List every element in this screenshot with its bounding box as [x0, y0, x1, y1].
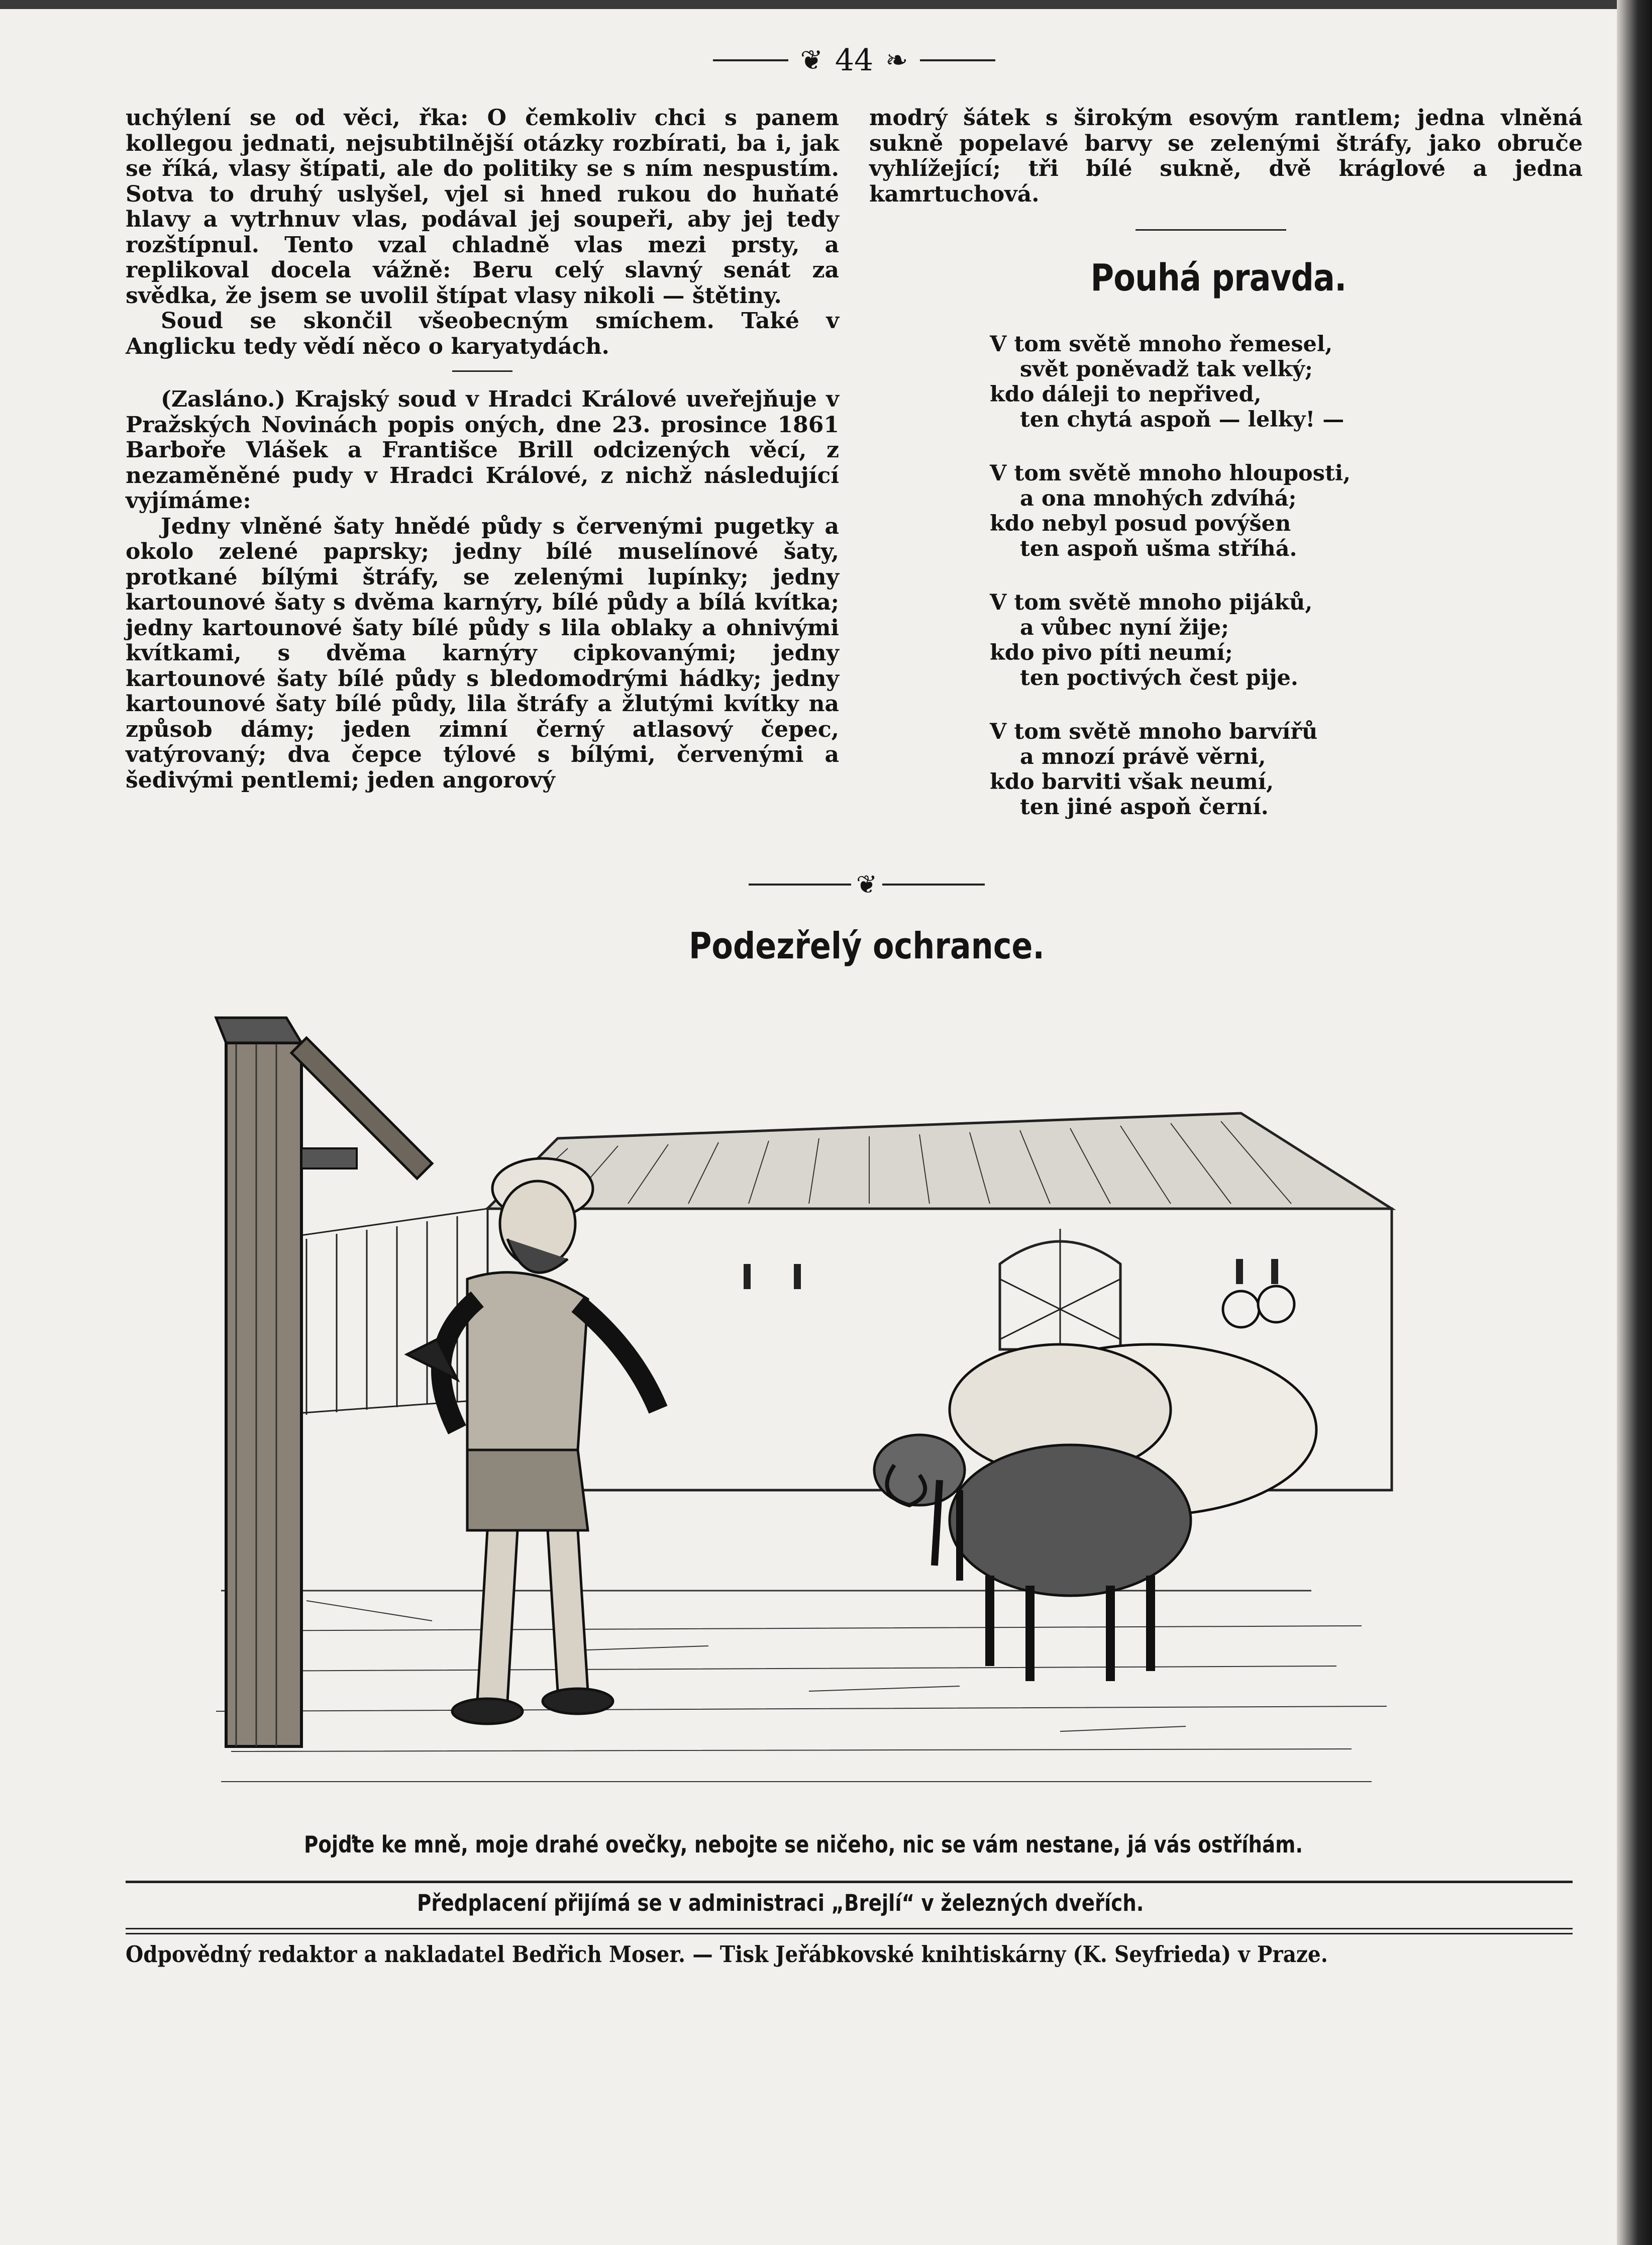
- poem-stanza: [990, 332, 1442, 432]
- page-header: [638, 40, 1070, 80]
- sheep-ear-right: [1258, 1286, 1294, 1322]
- poem-line: V tom světě mnoho řemesel,: [990, 332, 1333, 357]
- poem-line: a mnozí právě věrni,: [1020, 744, 1266, 769]
- poem-line: V tom světě mnoho barvířů: [990, 719, 1318, 744]
- caption-text: Pojďte ke mně, moje drahé ovečky, nebojte se ničeho, nic se vám nestane,: [304, 1831, 1121, 1858]
- header-rule-right: [920, 59, 995, 61]
- sheep-ear-left: [1223, 1291, 1259, 1327]
- right-column: [869, 106, 1583, 207]
- poem-line: ten poctivých čest pije.: [1020, 665, 1298, 691]
- poem-stanza: [990, 719, 1442, 820]
- poem-line: svět poněvadž tak velký;: [1020, 357, 1313, 382]
- poem-line: ten chytá aspoň — lelky! —: [1020, 407, 1345, 432]
- footer-rule-middle: [126, 1928, 1573, 1929]
- scan-edge: [0, 0, 1652, 9]
- cartoon-caption: [304, 1831, 1303, 1858]
- sheep-dark-body: [950, 1445, 1191, 1596]
- footer-rule-top: [126, 1881, 1573, 1883]
- caption-punchline: já vás ostříhám.: [1120, 1831, 1303, 1858]
- man-breeches: [467, 1450, 588, 1530]
- footer-rule-lower: [126, 1933, 1573, 1934]
- zaslano-text: Krajský soud v Hradci Králové uveřejňuje v Pražských Novinách popis oných, dne 23. prosince 1861 Barboře Vlášek a Františce Brill odcizených věcí, z nezaměněné pudy v Hradci Králové, z nichž následující vyjímáme:: [126, 386, 839, 514]
- ram-head: [874, 1435, 965, 1505]
- poem-stanza: [990, 590, 1442, 691]
- poem-line: V tom světě mnoho hlouposti,: [990, 461, 1351, 486]
- binding-shadow: [1617, 0, 1652, 2245]
- poem-line: kdo nebyl posud povýšen: [990, 511, 1291, 536]
- poem-title: Pouhá pravda.: [1090, 256, 1347, 300]
- pump-spout: [301, 1148, 357, 1168]
- poem-line: kdo dáleji to nepřived,: [990, 382, 1262, 407]
- cartoon-title: Podezřelý ochrance.: [689, 925, 1045, 967]
- section-divider: [452, 370, 512, 372]
- poem: [990, 332, 1442, 848]
- poem-line: V tom světě mnoho pijáků,: [990, 590, 1313, 615]
- ornament-bar: [749, 884, 851, 886]
- pump-post: [226, 1043, 301, 1746]
- ornament-left-icon: ❦: [800, 44, 823, 76]
- flourish-icon: ❦: [856, 870, 877, 899]
- poem-line: ten jiné aspoň černí.: [1020, 795, 1269, 820]
- page-number: 44: [835, 43, 874, 78]
- ornament-right-icon: ❧: [885, 44, 908, 76]
- poem-stanza: [990, 461, 1442, 561]
- section-ornament: [749, 869, 985, 900]
- poem-line: ten aspoň ušma stříhá.: [1020, 536, 1297, 561]
- right-paragraph-1: modrý šátek s širokým esovým rantlem; jedna vlněná sukně popelavé barvy se zelenými štráfy, jako obruče vyhlížející; tři bílé sukně, dvě kráglové a jedna kamrtuchová.: [869, 105, 1583, 207]
- left-paragraph-1: uchýlení se od věci, řka: O čemkoliv chci s panem kollegou jednati, nejsubtilnější otázky rozbírati, ba i, jak se říká, vlasy štípati, ale do politiky se s ním nespustím. Sotva to druhý uslyšel, vjel si hned rukou do huňaté hlavy a vytrhnuv vlas, podával jej soupeři, aby jej tedy rozštípnul. Tento vzal chladně vlas mezi prsty, a replikoval docela vážně: Beru celý slavný senát za svědka, že jsem se uvolil štípat vlasy nikoli — štětiny.: [126, 105, 839, 309]
- header-rule-left: [713, 59, 788, 61]
- man-vest: [467, 1273, 588, 1450]
- pump-cap: [216, 1018, 301, 1043]
- man-shoe-right: [543, 1689, 613, 1714]
- zaslano-lead: (Zasláno.): [161, 386, 286, 412]
- imprint: Odpovědný redaktor a nakladatel Bedřich Moser. — Tisk Jeřábkovské knihtiskárny (K. Seyfrieda) v Praze.: [126, 1941, 1328, 1968]
- cartoon-illustration: [206, 998, 1437, 1802]
- poem-line: a ona mnohých zdvíhá;: [1020, 486, 1297, 511]
- ornament-bar: [882, 884, 985, 886]
- subscription-notice: Předplacení přijímá se v administraci „Brejlí“ v železných dveřích.: [417, 1890, 1144, 1916]
- left-paragraph-4: Jedny vlněné šaty hnědé půdy s červenými pugetky a okolo zelené paprsky; jedny bílé muselínové šaty, protkané bílými štráfy, se zelenými lupínky; jedny kartounové šaty s dvěma karnýry, bílé půdy a bílá kvítka; jedny kartounové šaty bílé půdy s lila oblaky a ohnivými kvítkami, s dvěma karnýry cipkovanými; jedny kartounové šaty bílé půdy s bledomodrými hádky; jedny kartounové šaty bílé půdy, lila štráfy a žlutými kvítky na způsob dámy; jeden zimní černý atlasový čepec, vatýrovaný; dva čepce týlové s bílými, červenými a šedivými pentlemi; jeden angorový: [126, 513, 839, 793]
- left-paragraph-3: [126, 387, 839, 514]
- left-column: [126, 106, 839, 793]
- poem-top-rule: [1135, 229, 1286, 231]
- poem-line: kdo pivo píti neumí;: [990, 640, 1233, 665]
- poem-line: a vůbec nyní žije;: [1020, 615, 1229, 640]
- poem-line: kdo barviti však neumí,: [990, 769, 1274, 795]
- left-paragraph-2: Soud se skončil všeobecným smíchem. Také v Anglicku tedy vědí něco o karyatydách.: [126, 308, 839, 359]
- man-shoe-left: [452, 1699, 523, 1724]
